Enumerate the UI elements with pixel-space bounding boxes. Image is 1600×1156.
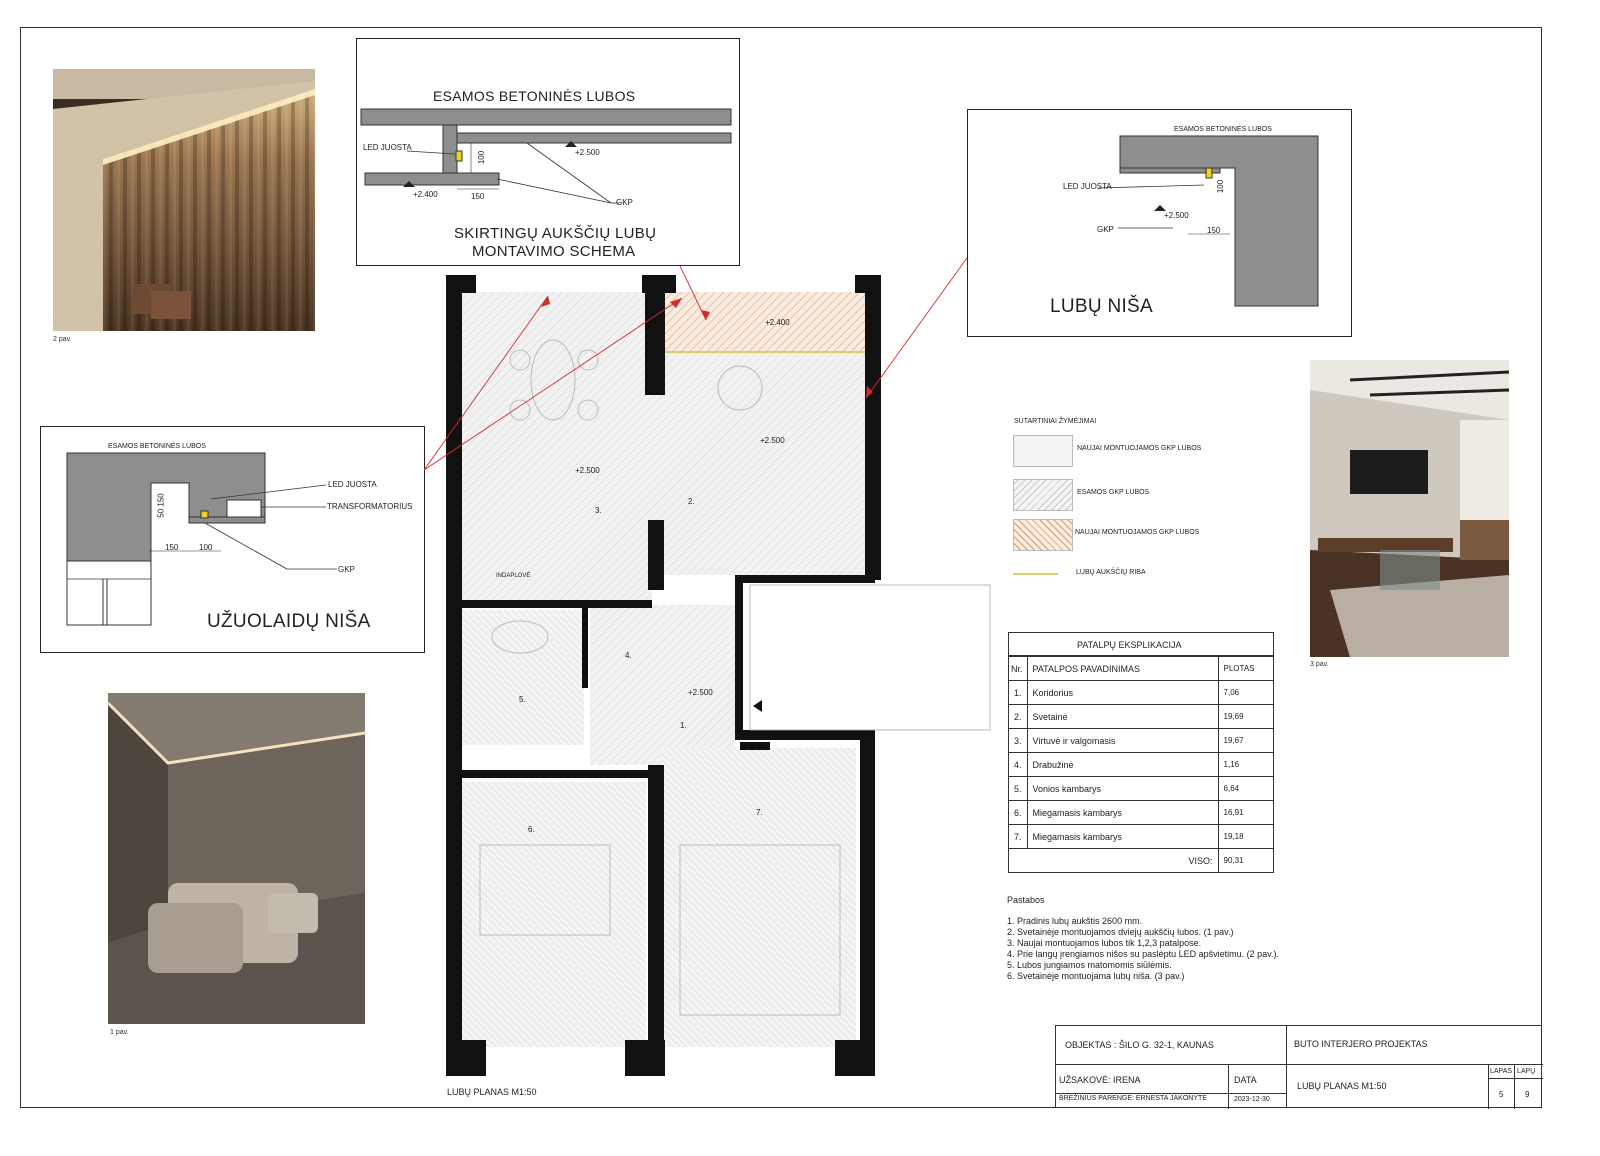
plan-room-6: 6.	[528, 825, 535, 834]
niche-header: ESAMOS BETONINĖS LUBOS	[1174, 126, 1272, 133]
curtain-title: UŽUOLAIDŲ NIŠA	[207, 611, 371, 632]
photo-caption-3: 3 pav.	[1310, 661, 1329, 668]
tb-client: UŽSAKOVĖ: IRENA	[1059, 1075, 1141, 1085]
tb-divider-h1	[1056, 1064, 1543, 1065]
photo-curtain-niche	[53, 69, 315, 331]
tb-divider-v4	[1514, 1064, 1515, 1109]
niche-gkp: GKP	[1097, 225, 1114, 234]
explication-total-label: VISO:	[1027, 849, 1218, 873]
tb-date-label: DATA	[1234, 1075, 1257, 1085]
note-item: 5. Lubos jungiamos matomomis siūlėmis.	[1007, 960, 1172, 970]
row-area: 16,91	[1218, 801, 1273, 825]
plan-room-3: 3.	[595, 506, 602, 515]
detail-ceiling-heights	[356, 38, 740, 266]
notes-list	[1007, 916, 1279, 982]
row-area: 1,16	[1218, 753, 1273, 777]
tb-date: 2023-12-30	[1234, 1096, 1270, 1103]
row-nr: 2.	[1009, 705, 1028, 729]
photo-caption-1: 1 pav.	[110, 1029, 129, 1036]
curtain-led-label: LED JUOSTA	[328, 480, 377, 489]
plan-room-2: 2.	[688, 497, 695, 506]
explication-table	[1008, 656, 1274, 873]
explication-col-name: PATALPOS PAVADINIMAS	[1027, 657, 1218, 681]
ceiling-heights-title-1: SKIRTINGŲ AUKŠČIŲ LUBŲ	[454, 225, 657, 242]
niche-dim-100: 100	[1216, 179, 1226, 194]
explication-title: PATALPŲ EKSPLIKACIJA	[1077, 640, 1182, 650]
table-row	[1009, 681, 1274, 705]
curtain-render	[53, 69, 315, 331]
row-nr: 5.	[1009, 777, 1028, 801]
explication-total-value: 90,31	[1218, 849, 1273, 873]
total-spacer	[1009, 849, 1028, 873]
row-area: 6,64	[1218, 777, 1273, 801]
tb-sheet-label: LAPAS	[1490, 1068, 1513, 1075]
row-name: Koridorius	[1027, 681, 1218, 705]
row-nr: 3.	[1009, 729, 1028, 753]
row-area: 19,18	[1218, 825, 1273, 849]
note-item: 4. Prie langų įrengiamos nišos su paslėptu LED apšvietimu. (2 pav.).	[1007, 949, 1279, 959]
row-nr: 1.	[1009, 681, 1028, 705]
living-room-render	[1310, 360, 1509, 657]
table-row	[1009, 825, 1274, 849]
note-item: 2. Svetainėje montuojamos dviejų aukščių lubos. (1 pav.)	[1007, 927, 1234, 937]
row-area: 19,69	[1218, 705, 1273, 729]
explication-col-nr: Nr.	[1009, 657, 1028, 681]
curtain-dim-150: 150	[165, 543, 179, 552]
legend-swatch-existing-gkp	[1013, 479, 1073, 511]
tb-sheet: 5	[1499, 1090, 1504, 1099]
tb-divider-v2	[1228, 1064, 1229, 1109]
plan-level-2500-corridor: +2.500	[688, 688, 713, 697]
detail-ceiling-niche	[967, 109, 1352, 337]
row-name: Drabužinė	[1027, 753, 1218, 777]
plan-room-1: 1.	[680, 721, 687, 730]
ceiling-heights-led-label: LED JUOSTA	[363, 143, 412, 152]
ceiling-heights-level-2400: +2.400	[413, 190, 438, 199]
row-nr: 6.	[1009, 801, 1028, 825]
row-nr: 4.	[1009, 753, 1028, 777]
bedroom-render	[108, 693, 365, 1024]
explication-total-row	[1009, 849, 1274, 873]
curtain-gkp: GKP	[338, 565, 355, 574]
ceiling-heights-title-2: MONTAVIMO SCHEMA	[472, 243, 636, 260]
legend-label-new-gkp-orange: NAUJAI MONTUOJAMOS GKP LUBOS	[1075, 529, 1200, 536]
plan-room-4: 4.	[625, 651, 632, 660]
ceiling-heights-gkp: GKP	[616, 198, 633, 207]
legend-label-existing-gkp: ESAMOS GKP LUBOS	[1077, 489, 1150, 496]
row-area: 7,06	[1218, 681, 1273, 705]
explication-header-row	[1009, 657, 1274, 681]
legend-label-height-border: LUBŲ AUKŠČIŲ RIBA	[1076, 569, 1146, 576]
legend-label-new-gkp: NAUJAI MONTUOJAMOS GKP LUBOS	[1077, 445, 1202, 452]
photo-caption-2: 2 pav.	[53, 336, 72, 343]
photo-two-level-ceiling	[108, 693, 365, 1024]
ceiling-heights-dim-100: 100	[477, 150, 487, 165]
ceiling-heights-dim-150: 150	[471, 192, 485, 201]
tb-sheets-label: LAPŲ	[1517, 1068, 1536, 1075]
title-block	[1055, 1025, 1542, 1108]
tb-sheet-title: LUBŲ PLANAS M1:50	[1297, 1081, 1387, 1091]
notes-title: Pastabos	[1007, 895, 1045, 905]
tb-divider-v3	[1488, 1064, 1489, 1109]
row-name: Miegamasis kambarys	[1027, 825, 1218, 849]
tb-project: BUTO INTERJERO PROJEKTAS	[1294, 1039, 1428, 1049]
table-row	[1009, 777, 1274, 801]
curtain-transformer-label: TRANSFORMATORIUS	[327, 502, 413, 511]
table-row	[1009, 753, 1274, 777]
tb-divider-h3	[1488, 1078, 1543, 1079]
niche-title: LUBŲ NIŠA	[1050, 296, 1154, 317]
plan-dishwasher-label: INDAPLOVĖ	[496, 573, 531, 579]
tb-author: BRĖŽINIUS PARENGĖ: ERNESTA JAKONYTĖ	[1059, 1095, 1207, 1102]
row-name: Vonios kambarys	[1027, 777, 1218, 801]
niche-dim-150: 150	[1207, 226, 1221, 235]
curtain-dim-50-150: 50 150	[156, 493, 166, 518]
note-item: 3. Naujai montuojamos lubos tik 1,2,3 patalpose.	[1007, 938, 1202, 948]
row-name: Virtuvė ir valgomasis	[1027, 729, 1218, 753]
ceiling-plan-drawing	[440, 270, 1000, 1080]
row-name: Miegamasis kambarys	[1027, 801, 1218, 825]
detail-curtain-niche	[40, 426, 425, 653]
explication-col-area: PLOTAS	[1218, 657, 1273, 681]
plan-caption: LUBŲ PLANAS M1:50	[447, 1087, 537, 1097]
legend-swatch-new-gkp	[1013, 435, 1073, 467]
plan-room-5: 5.	[519, 695, 526, 704]
legend-title: SUTARTINIAI ŽYMĖJIMAI	[1014, 418, 1097, 425]
photo-ceiling-niche	[1310, 360, 1509, 657]
plan-level-2400: +2.400	[765, 318, 790, 327]
ceiling-heights-header: ESAMOS BETONINĖS LUBOS	[433, 88, 636, 104]
tb-sheets: 9	[1525, 1090, 1530, 1099]
legend-swatch-new-gkp-orange	[1013, 519, 1073, 551]
tb-divider-h2	[1056, 1093, 1286, 1094]
table-row	[1009, 729, 1274, 753]
plan-room-7: 7.	[756, 808, 763, 817]
note-item: 1. Pradinis lubų aukštis 2600 mm.	[1007, 916, 1143, 926]
niche-level: +2.500	[1164, 211, 1189, 220]
ceiling-plan	[440, 270, 1000, 1080]
note-item: 6. Svetainėje montuojama lubų niša. (3 pav.)	[1007, 971, 1185, 981]
ceiling-heights-level-2500: +2.500	[575, 148, 600, 157]
table-row	[1009, 705, 1274, 729]
table-row	[1009, 801, 1274, 825]
curtain-header: ESAMOS BETONINĖS LUBOS	[108, 443, 206, 450]
ceiling-niche-drawing	[968, 110, 1353, 338]
tb-divider-v1	[1286, 1026, 1287, 1108]
plan-level-2500-kitchen: +2.500	[575, 466, 600, 475]
niche-led-label: LED JUOSTA	[1063, 182, 1112, 191]
curtain-dim-100: 100	[199, 543, 213, 552]
row-area: 19,67	[1218, 729, 1273, 753]
tb-object: OBJEKTAS : ŠILO G. 32-1, KAUNAS	[1065, 1040, 1214, 1050]
legend-line-height-border	[1013, 573, 1058, 575]
plan-level-2500-living: +2.500	[760, 436, 785, 445]
row-nr: 7.	[1009, 825, 1028, 849]
explication-title-cell	[1008, 632, 1274, 656]
row-name: Svetainė	[1027, 705, 1218, 729]
